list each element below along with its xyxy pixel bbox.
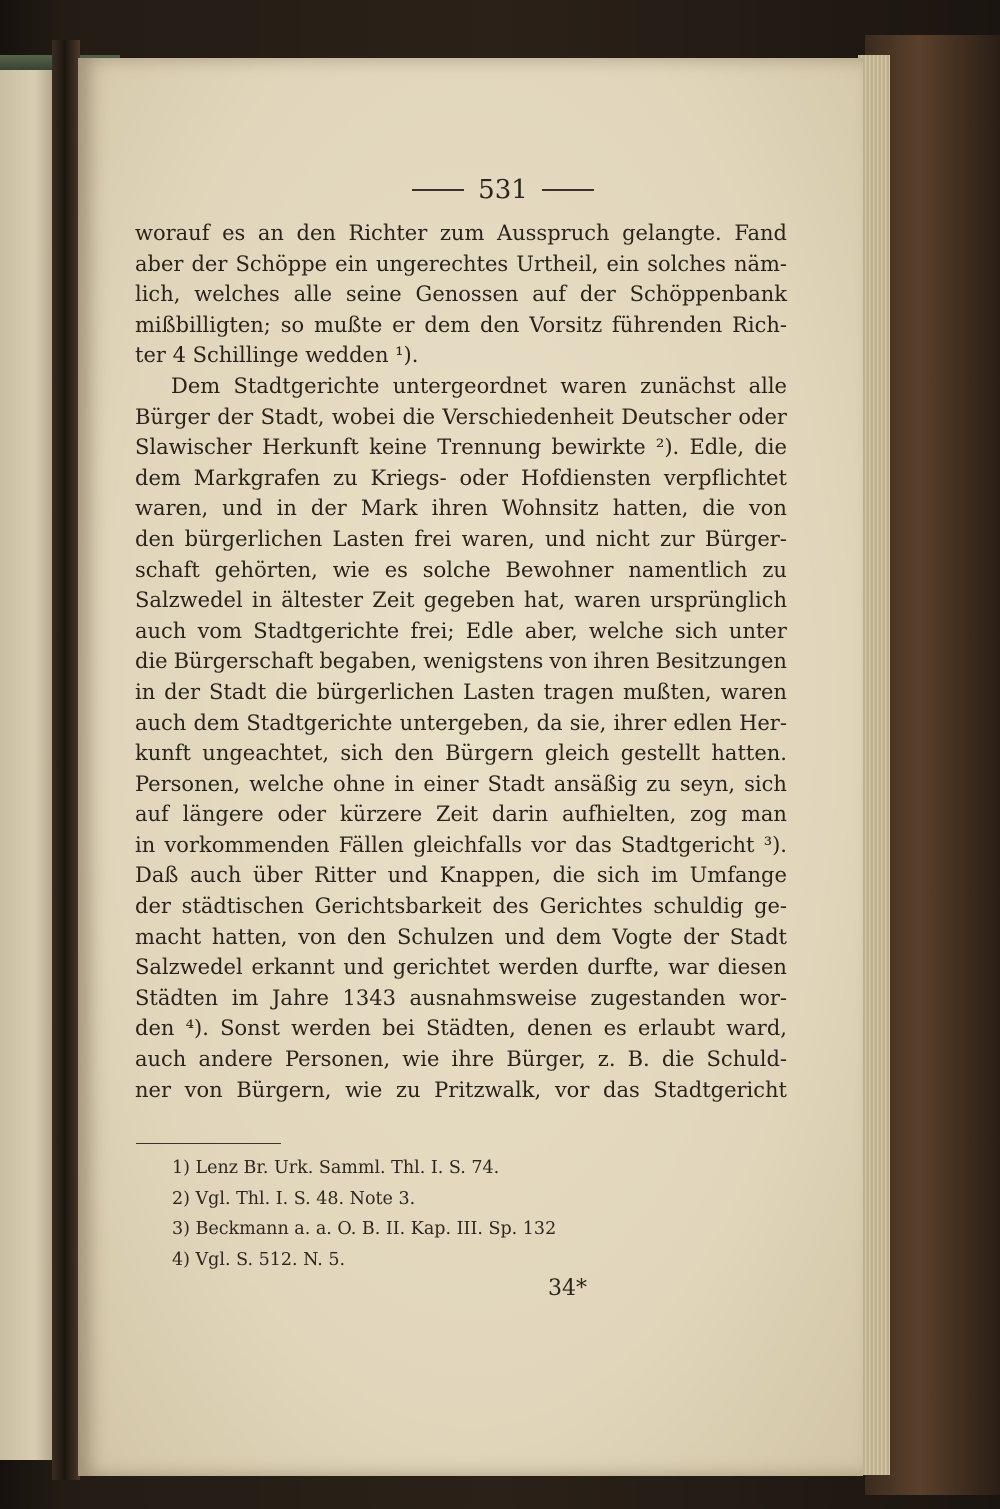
text-line xyxy=(135,616,787,647)
word: sich xyxy=(340,741,384,766)
word: Stadt xyxy=(487,771,545,796)
word: verpflichtet xyxy=(663,465,787,490)
word: Bürgern xyxy=(445,741,534,766)
word: hatten, xyxy=(211,924,288,949)
word: Ritter xyxy=(314,863,376,888)
word: hatten. xyxy=(711,741,787,766)
word: z. xyxy=(597,1047,616,1072)
word: den xyxy=(480,312,520,337)
word: Genossen xyxy=(415,282,519,307)
page-number: 531 xyxy=(478,175,528,205)
word: Daß xyxy=(135,863,179,888)
word: mußten, xyxy=(622,679,712,704)
word: oder xyxy=(277,802,327,827)
word: welche xyxy=(249,771,325,796)
word: gerichtet xyxy=(392,955,490,980)
word: die xyxy=(135,649,168,674)
word: das xyxy=(603,1077,640,1102)
word: die xyxy=(275,679,308,704)
text-line xyxy=(135,952,787,983)
word: den xyxy=(135,1016,175,1041)
word: Markgrafen xyxy=(193,465,321,490)
word: namentlich xyxy=(628,557,748,582)
word: dem xyxy=(424,312,471,337)
word: Stadtgericht xyxy=(653,1077,787,1102)
text-line xyxy=(135,708,787,739)
word: die xyxy=(552,863,586,888)
word: Bürgerschaft xyxy=(173,649,314,674)
word: in xyxy=(135,832,156,857)
word: des xyxy=(492,894,529,919)
word: Städten xyxy=(135,985,219,1010)
word: Lasten xyxy=(332,526,405,551)
footnote: 2) Vgl. Thl. I. S. 48. Note 3. xyxy=(172,1188,416,1209)
word: ansäßig xyxy=(553,771,638,796)
word: Mark xyxy=(360,496,418,521)
word: Richter xyxy=(348,221,428,245)
text-line xyxy=(135,249,787,280)
word: Fand xyxy=(734,221,787,245)
word: ein xyxy=(335,251,368,276)
word: Stadt xyxy=(208,679,267,704)
word: die xyxy=(402,404,436,429)
word: ner xyxy=(135,1077,171,1102)
word: welche xyxy=(588,618,664,643)
word: dem xyxy=(555,924,602,949)
word: dem xyxy=(193,710,240,735)
word: wie xyxy=(402,1047,440,1072)
word: mußte xyxy=(313,312,383,337)
word: der xyxy=(164,679,201,704)
word: tragen xyxy=(543,679,615,704)
word: edlen xyxy=(673,710,732,735)
word: Besitzungen xyxy=(655,649,787,674)
word: Pritzwalk, xyxy=(434,1077,542,1102)
word: den xyxy=(394,741,434,766)
word: alle xyxy=(293,282,333,307)
word: Zeit xyxy=(372,588,415,613)
word: Lasten xyxy=(463,679,535,704)
word: Vorsitz xyxy=(529,312,603,337)
word: ihrer xyxy=(613,710,667,735)
word: keine xyxy=(369,435,427,460)
left-page-edge xyxy=(0,70,58,1460)
word: Fällen xyxy=(338,832,404,857)
word: ³). xyxy=(763,832,787,857)
word: vorkommenden xyxy=(164,832,330,857)
word: Salzwedel xyxy=(135,588,243,613)
word: Bürgern, xyxy=(236,1077,332,1102)
word: zum xyxy=(439,221,485,245)
word: lich, xyxy=(135,282,181,307)
word: kürzere xyxy=(339,802,423,827)
footnote: 1) Lenz Br. Urk. Samml. Thl. I. S. 74. xyxy=(172,1158,500,1178)
word: Bürger- xyxy=(704,526,787,551)
word: erkannt xyxy=(251,955,335,980)
text-line xyxy=(135,1013,787,1044)
word: das xyxy=(574,832,612,857)
word: auf xyxy=(135,802,169,827)
word: Städten, xyxy=(425,1016,516,1041)
word: Sonst xyxy=(220,1016,280,1041)
text-line xyxy=(135,983,787,1014)
word: solches xyxy=(647,251,726,276)
word: nicht xyxy=(595,526,650,551)
word: ältester xyxy=(281,588,364,613)
word: Schuld- xyxy=(706,1047,787,1072)
word: durfte, xyxy=(587,955,660,980)
word: denen xyxy=(527,1016,593,1041)
word: Verschiedenheit xyxy=(442,404,614,429)
word: es xyxy=(603,1016,627,1041)
word: die xyxy=(661,1047,695,1072)
word: Urtheil, xyxy=(516,251,599,276)
text-line: ter 4 Schillinge wedden ¹). xyxy=(135,343,419,368)
word: von xyxy=(748,496,787,521)
word: Vogte xyxy=(612,924,673,949)
word: Dem xyxy=(171,373,221,398)
word: ihren xyxy=(593,649,650,674)
text-line xyxy=(135,1075,787,1106)
word: Bürger xyxy=(135,404,210,429)
word: worauf xyxy=(135,221,210,245)
word: Umfange xyxy=(689,863,787,888)
word: schaft xyxy=(135,557,200,582)
word: zur xyxy=(660,526,695,551)
word: seine xyxy=(345,282,402,307)
word: ihren xyxy=(431,496,488,521)
word: oder xyxy=(459,465,509,490)
word: Personen, xyxy=(135,771,241,796)
word: man xyxy=(741,802,787,827)
word: auch xyxy=(190,863,242,888)
word: Trennung xyxy=(437,435,542,460)
word: sich xyxy=(674,618,718,643)
word: aufhielten, xyxy=(561,802,677,827)
word: es xyxy=(384,557,408,582)
word: er xyxy=(392,312,415,337)
word: ward, xyxy=(726,1016,787,1041)
word: ungeachtet, xyxy=(202,741,330,766)
word: Edle xyxy=(465,618,514,643)
word: Stadt xyxy=(729,924,787,949)
footnote: 4) Vgl. S. 512. N. 5. xyxy=(172,1249,346,1270)
word: und xyxy=(343,955,384,980)
word: in xyxy=(276,496,297,521)
word: untergeben, xyxy=(399,710,530,735)
word: es xyxy=(222,221,246,245)
word: hatten, xyxy=(612,496,689,521)
word: gelangte. xyxy=(622,221,722,245)
word: seyn, xyxy=(679,771,736,796)
word: auch xyxy=(135,618,187,643)
word: werden xyxy=(291,1016,371,1041)
word: frei xyxy=(414,526,452,551)
word: und xyxy=(387,863,429,888)
word: andere xyxy=(198,1047,273,1072)
word: solche xyxy=(422,557,491,582)
text-line xyxy=(135,432,787,463)
text-line xyxy=(135,830,787,861)
word: ge- xyxy=(754,894,787,919)
word: auch xyxy=(135,1047,187,1072)
word: ein xyxy=(606,251,640,276)
word: der xyxy=(217,404,254,429)
word: Knappen, xyxy=(439,863,541,888)
word: in xyxy=(394,771,415,796)
word: vor xyxy=(554,1077,590,1102)
word: der xyxy=(683,924,720,949)
word: der xyxy=(310,496,347,521)
word: wie xyxy=(345,1077,383,1102)
book-gutter xyxy=(52,40,80,1480)
word: die xyxy=(702,496,735,521)
word: untergeordnet xyxy=(392,373,548,398)
word: den xyxy=(296,221,336,245)
word: zu xyxy=(646,771,671,796)
word: im xyxy=(651,863,678,888)
word: Her- xyxy=(739,710,787,735)
word: wor- xyxy=(739,985,787,1010)
word: Gerichtsbarkeit xyxy=(314,894,482,919)
footnote: 3) Beckmann a. a. O. B. II. Kap. III. Sp. 132 xyxy=(172,1219,557,1240)
word: welches xyxy=(194,282,280,307)
text-line xyxy=(135,738,787,769)
word: ungerechtes xyxy=(375,251,509,276)
word: Schöppe xyxy=(235,251,328,276)
word: Deutscher xyxy=(621,404,731,429)
word: alle xyxy=(748,373,787,398)
word: Gerichtes xyxy=(539,894,643,919)
word: da xyxy=(536,710,563,735)
word: Slawischer xyxy=(135,435,252,460)
word: an xyxy=(257,221,284,245)
word: längere xyxy=(182,802,264,827)
word: gleich xyxy=(544,741,610,766)
word: gegeben xyxy=(423,588,515,613)
word: Schöppenbank xyxy=(629,282,787,307)
word: Salzwedel xyxy=(135,955,243,980)
word: B. xyxy=(627,1047,650,1072)
word: zu xyxy=(333,465,358,490)
word: wie xyxy=(332,557,370,582)
word: sich xyxy=(596,863,640,888)
word: Bewohner xyxy=(505,557,614,582)
word: Stadt, xyxy=(260,404,325,429)
word: Stadtgericht xyxy=(620,832,755,857)
word: oder xyxy=(738,404,787,429)
word: darin xyxy=(491,802,549,827)
book-page xyxy=(78,58,863,1476)
word: die xyxy=(754,435,787,460)
word: Ausspruch xyxy=(496,221,610,245)
word: in xyxy=(135,679,156,704)
word: von xyxy=(184,1077,223,1102)
word: den xyxy=(346,924,387,949)
word: zugestanden xyxy=(590,985,726,1010)
word: zu xyxy=(762,557,787,582)
word: begaben, xyxy=(319,649,418,674)
text-line xyxy=(135,310,787,341)
word: Jahre xyxy=(271,985,329,1010)
text-line xyxy=(135,1044,787,1075)
word: kunft xyxy=(135,741,191,766)
word: diesen xyxy=(717,955,787,980)
word: bewirkte xyxy=(551,435,646,460)
word: dem xyxy=(135,465,181,490)
footnote-divider xyxy=(136,1143,281,1144)
header-rule-left xyxy=(412,189,464,191)
word: bürgerlichen xyxy=(316,679,455,704)
text-line xyxy=(135,769,787,800)
word: bürgerlichen xyxy=(184,526,323,551)
word: ihre xyxy=(451,1047,495,1072)
word: im xyxy=(231,985,259,1010)
word: waren xyxy=(574,588,641,613)
text-line xyxy=(135,860,787,891)
word: erlaubt xyxy=(637,1016,716,1041)
word: unter xyxy=(728,618,787,643)
footnotes xyxy=(172,1153,732,1275)
word: Wohnsitz xyxy=(501,496,599,521)
word: gestellt xyxy=(620,741,701,766)
text-line xyxy=(135,524,787,555)
word: ausnahmsweise xyxy=(409,985,577,1010)
word: macht xyxy=(135,924,202,949)
word: führenden xyxy=(612,312,723,337)
word: wobei xyxy=(331,404,396,429)
word: von xyxy=(549,649,588,674)
text-line xyxy=(135,463,787,494)
word: mißbilligten; xyxy=(135,312,271,337)
word: und xyxy=(545,526,586,551)
word: zu xyxy=(395,1077,421,1102)
header-rule-right xyxy=(542,189,594,191)
word: Personen, xyxy=(284,1047,391,1072)
word: aber, xyxy=(524,618,578,643)
word: Bürger, xyxy=(506,1047,586,1072)
word: Hofdiensten xyxy=(520,465,651,490)
word: und xyxy=(222,496,263,521)
word: frei; xyxy=(410,618,455,643)
word: Zeit xyxy=(435,802,479,827)
word: waren, xyxy=(461,526,535,551)
word: Edle, xyxy=(689,435,745,460)
text-line xyxy=(135,677,787,708)
word: schuldig xyxy=(653,894,744,919)
word: Herkunft xyxy=(262,435,359,460)
text-line xyxy=(135,585,787,616)
word: über xyxy=(253,863,303,888)
word: waren xyxy=(720,679,787,704)
word: ohne xyxy=(333,771,386,796)
word: Schulzen xyxy=(396,924,494,949)
word: auch xyxy=(135,710,187,735)
body-text xyxy=(135,218,787,1105)
word: vom xyxy=(197,618,242,643)
word: der xyxy=(135,894,171,919)
word: Stadtgerichte xyxy=(246,710,393,735)
word: gleichfalls xyxy=(412,832,523,857)
page-header xyxy=(338,170,668,210)
word: sie, xyxy=(569,710,607,735)
word: Stadtgerichte xyxy=(233,373,380,398)
text-line xyxy=(135,891,787,922)
word: werden xyxy=(498,955,579,980)
text-line xyxy=(135,218,787,249)
word: aber xyxy=(135,251,184,276)
word: zog xyxy=(690,802,728,827)
text-line xyxy=(135,646,787,677)
word: gehörten, xyxy=(214,557,318,582)
word: von xyxy=(298,924,337,949)
word: sich xyxy=(744,771,787,796)
text-line xyxy=(135,922,787,953)
text-line xyxy=(135,279,787,310)
word: hat, xyxy=(523,588,566,613)
word: Stadtgerichte xyxy=(253,618,400,643)
word: den xyxy=(135,526,175,551)
word: städtischen xyxy=(181,894,305,919)
word: so xyxy=(280,312,305,337)
word: ⁴). xyxy=(185,1016,209,1041)
word: der xyxy=(191,251,228,276)
word: waren xyxy=(560,373,627,398)
word: der xyxy=(579,282,616,307)
word: 1343 xyxy=(342,985,396,1010)
word: bei xyxy=(382,1016,415,1041)
word: war xyxy=(668,955,709,980)
word: Rich- xyxy=(732,312,787,337)
text-line xyxy=(135,371,787,402)
word: zunächst xyxy=(640,373,736,398)
word: vor xyxy=(531,832,566,857)
text-line xyxy=(135,493,787,524)
word: ²). xyxy=(655,435,680,460)
word: einer xyxy=(423,771,479,796)
word: Kriegs- xyxy=(370,465,447,490)
word: waren, xyxy=(135,496,209,521)
word: ursprünglich xyxy=(649,588,787,613)
text-line xyxy=(135,555,787,586)
word: näm- xyxy=(733,251,787,276)
text-line xyxy=(135,799,787,830)
word: in xyxy=(251,588,273,613)
signature-mark: 34* xyxy=(548,1276,587,1301)
word: auf xyxy=(532,282,567,307)
word: und xyxy=(504,924,546,949)
text-line xyxy=(135,402,787,433)
word: wenigstens xyxy=(423,649,544,674)
